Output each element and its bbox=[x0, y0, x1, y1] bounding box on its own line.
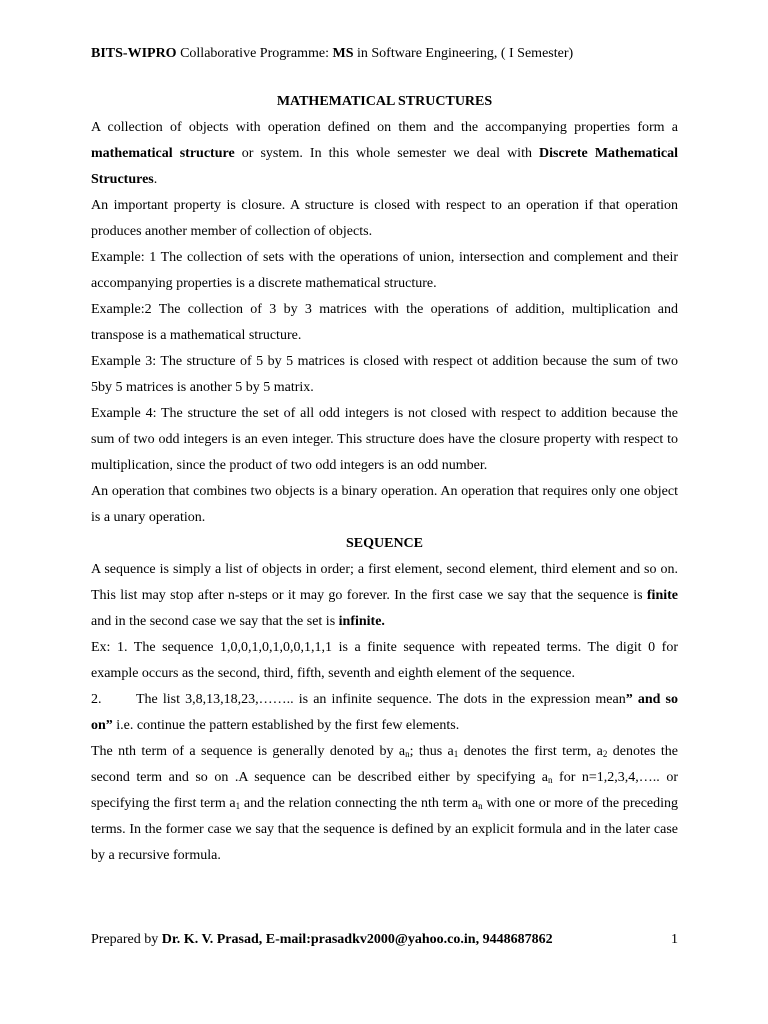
bold-term: Discrete Mathematical Structures bbox=[91, 146, 679, 187]
bold-term: infinite. bbox=[338, 614, 385, 629]
footer-author: Dr. K. V. Prasad, E-mail:prasadkv2000@yahoo.co.in, 9448687862 bbox=[161, 932, 553, 947]
subscript: n bbox=[478, 801, 483, 811]
paragraph-text: denotes the first term, a bbox=[458, 744, 603, 759]
paragraph-text: A collection of objects with operation defined on them and the accompanying properties form a bbox=[91, 120, 678, 135]
paragraph-ex-2 bbox=[91, 687, 678, 739]
paragraph-example-4: Example 4: The structure the set of all odd integers is not closed with respect to addition because the sum of two odd integers is an even integer. This structure does have the closure property with respect to multiplication, since the product of two odd integers is an odd number. bbox=[91, 406, 678, 473]
paragraph-text: and in the second case we say that the set is bbox=[91, 614, 339, 629]
paragraph-example-1: Example: 1 The collection of sets with the operations of union, intersection and complement and their accompanying properties is a discrete mathematical structure. bbox=[91, 250, 678, 291]
subscript: 1 bbox=[235, 801, 241, 811]
header-programme: Collaborative Programme: bbox=[176, 46, 333, 61]
paragraph-text: ; thus a bbox=[409, 744, 454, 759]
page-number: 1 bbox=[671, 932, 678, 947]
footer-prefix: Prepared by bbox=[91, 932, 162, 947]
paragraph-text: i.e. continue the pattern established by the first few elements. bbox=[112, 718, 460, 733]
header-institution: BITS-WIPRO bbox=[91, 46, 177, 61]
subscript: 2 bbox=[602, 749, 608, 759]
bold-term: finite bbox=[646, 588, 678, 603]
paragraph-nth-term bbox=[91, 739, 678, 869]
subscript: 1 bbox=[453, 749, 459, 759]
section-title: SEQUENCE bbox=[345, 536, 424, 551]
paragraph-text: and the relation connecting the nth term a bbox=[240, 796, 479, 811]
paragraph-text: The list 3,8,13,18,23,…….. is an infinite sequence. The dots in the expression mean bbox=[136, 692, 626, 707]
document-body bbox=[91, 89, 678, 869]
paragraph-definition bbox=[91, 115, 678, 193]
paragraph-text: for n=1,2,3,4,….. or specifying the first term a bbox=[91, 770, 678, 811]
paragraph-operations: An operation that combines two objects is a binary operation. An operation that requires only one object is a unary operation. bbox=[91, 484, 678, 525]
paragraph-text: denotes the second term and so on .A sequence can be described either by specifying a bbox=[91, 744, 678, 785]
paragraph-closure: An important property is closure. A structure is closed with respect to an operation if that operation produces another member of collection of objects. bbox=[91, 198, 678, 239]
paragraph-example-3: Example 3: The structure of 5 by 5 matrices is closed with respect ot addition because the sum of two 5by 5 matrices is another 5 by 5 matrix. bbox=[91, 354, 678, 395]
paragraph-text: or system. In this whole semester we deal with bbox=[234, 146, 540, 161]
bold-term: mathematical structure bbox=[91, 146, 235, 161]
paragraph-ex-1: Ex: 1. The sequence 1,0,0,1,0,1,0,0,1,1,1 is a finite sequence with repeated terms. The digit 0 for example occurs as the second, third, fifth, seventh and eighth element of the sequence. bbox=[91, 640, 678, 681]
header-course: in Software Engineering, ( I Semester) bbox=[353, 46, 574, 61]
list-number: 2. bbox=[91, 692, 102, 707]
subscript: n bbox=[405, 749, 410, 759]
paragraph-sequence bbox=[91, 557, 678, 635]
paragraph-text: The nth term of a sequence is generally denoted by a bbox=[91, 744, 406, 759]
bold-term: ” and so on” bbox=[91, 692, 678, 733]
header-degree: MS bbox=[332, 46, 354, 61]
document-title: MATHEMATICAL STRUCTURES bbox=[276, 94, 493, 109]
subscript: n bbox=[548, 775, 553, 785]
paragraph-text: with one or more of the preceding terms. In the former case we say that the sequence is defined by an explicit formula and in the later case by a recursive formula. bbox=[91, 796, 679, 863]
paragraph-text: A sequence is simply a list of objects in order; a first element, second element, third element and so on. This list may stop after n-steps or it may go forever. In the first case we say that the sequence is bbox=[91, 562, 678, 603]
paragraph-example-2: Example:2 The collection of 3 by 3 matrices with the operations of addition, multiplication and transpose is a mathematical structure. bbox=[91, 302, 678, 343]
page-footer bbox=[91, 931, 678, 949]
page-header bbox=[91, 45, 691, 63]
paragraph-text: . bbox=[153, 172, 158, 187]
